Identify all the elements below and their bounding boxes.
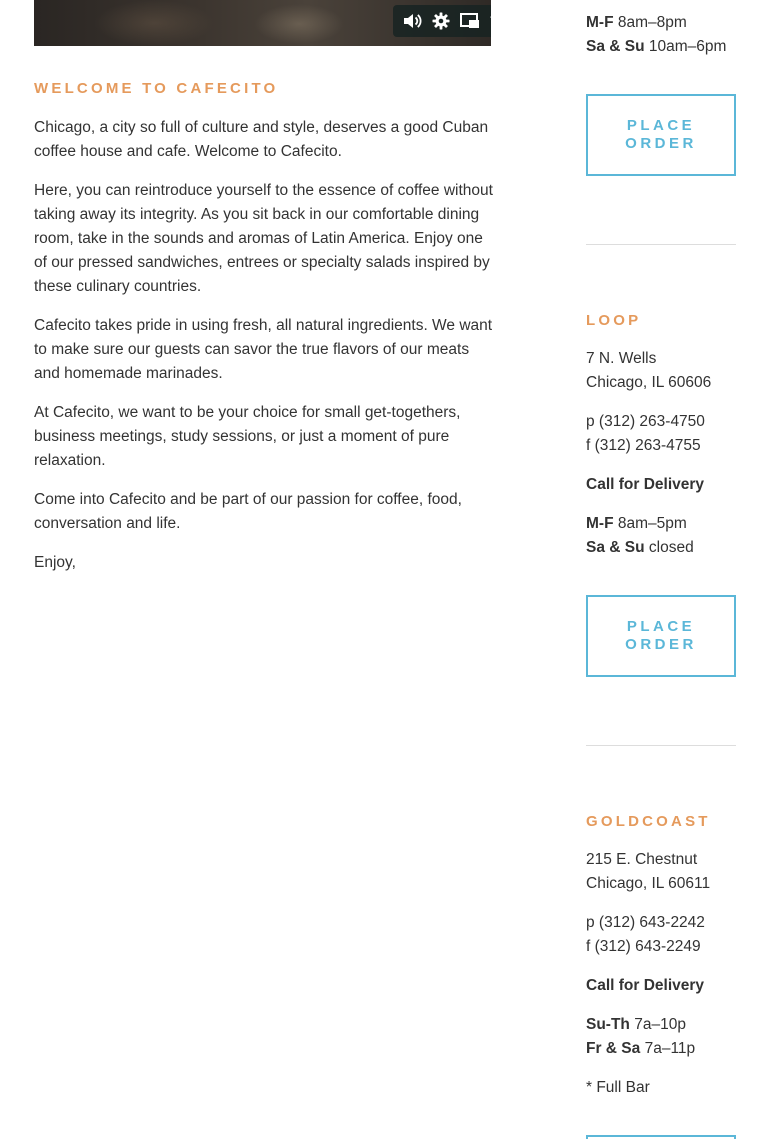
video-player[interactable] bbox=[34, 0, 491, 46]
phone-number[interactable]: p (312) 643-2242 bbox=[586, 914, 705, 931]
hours-row bbox=[586, 1037, 695, 1061]
hours-days: Su-Th bbox=[586, 1016, 630, 1033]
pip-icon[interactable] bbox=[459, 10, 481, 32]
place-order-button[interactable]: PLACE ORDER bbox=[586, 94, 736, 176]
hours-time: 8am–8pm bbox=[617, 14, 687, 31]
hours-time: 10am–6pm bbox=[648, 38, 727, 55]
fax-number: f (312) 263-4755 bbox=[586, 437, 701, 454]
hours-row bbox=[586, 35, 726, 59]
hours-row bbox=[586, 512, 687, 536]
hours-days: M-F bbox=[586, 14, 614, 31]
hours-time: 8am–5pm bbox=[617, 515, 687, 532]
place-order-button[interactable]: PLACE ORDER bbox=[586, 595, 736, 677]
address-line: Chicago, IL 60606 bbox=[586, 374, 712, 391]
phone-number[interactable]: p (312) 263-4750 bbox=[586, 413, 705, 430]
intro-paragraph: Chicago, a city so full of culture and style, deserves a good Cuban coffee house and cafe. Welcome to Cafecito. bbox=[34, 119, 489, 160]
hours-time: 7a–11p bbox=[644, 1040, 696, 1057]
delivery-note: Call for Delivery bbox=[586, 977, 705, 994]
welcome-heading: WELCOME TO CAFECITO bbox=[34, 80, 279, 97]
ingredients-paragraph: Cafecito takes pride in using fresh, all natural ingredients. We want to make sure our guests can savor the true flavors of our meats and homemade marinades. bbox=[34, 317, 493, 382]
address-line: Chicago, IL 60611 bbox=[586, 875, 711, 892]
location-title: LOOP bbox=[586, 312, 642, 329]
signoff-paragraph: Enjoy, bbox=[34, 554, 76, 571]
welcome-article bbox=[34, 78, 494, 590]
hours-days: Sa & Su bbox=[586, 539, 645, 556]
place-order-button[interactable] bbox=[586, 1135, 736, 1139]
hours-time: closed bbox=[648, 539, 694, 556]
vimeo-logo-icon[interactable] bbox=[488, 10, 492, 32]
hours-days: M-F bbox=[586, 515, 614, 532]
hours-row bbox=[586, 1013, 686, 1037]
section-divider bbox=[586, 244, 736, 245]
passion-paragraph: Come into Cafecito and be part of our passion for coffee, food, conversation and life. bbox=[34, 491, 462, 532]
fax-number: f (312) 643-2249 bbox=[586, 938, 701, 955]
section-divider bbox=[586, 745, 736, 746]
gear-icon[interactable] bbox=[430, 10, 452, 32]
hours-row bbox=[586, 11, 687, 35]
delivery-note: Call for Delivery bbox=[586, 476, 705, 493]
full-bar-note: * Full Bar bbox=[586, 1079, 650, 1096]
location-title: GOLDCOAST bbox=[586, 813, 711, 830]
hours-row bbox=[586, 536, 694, 560]
hours-days: Fr & Sa bbox=[586, 1040, 641, 1057]
gatherings-paragraph: At Cafecito, we want to be your choice for small get-togethers, business meetings, study sessions, or just a moment of pure relaxation. bbox=[34, 404, 461, 469]
hours-days: Sa & Su bbox=[586, 38, 645, 55]
address-line: 7 N. Wells bbox=[586, 350, 657, 367]
hours-time: 7a–10p bbox=[634, 1016, 686, 1033]
video-controls-bar bbox=[393, 5, 491, 37]
volume-icon[interactable] bbox=[401, 10, 423, 32]
essence-paragraph: Here, you can reintroduce yourself to the essence of coffee without taking away its integrity. As you sit back in our comfortable dining room, take in the sounds and aromas of Latin America. Enjoy one of our pressed sandwiches, entrees or specialty salads inspired by these culinary countries. bbox=[34, 182, 493, 295]
address-line: 215 E. Chestnut bbox=[586, 851, 698, 868]
